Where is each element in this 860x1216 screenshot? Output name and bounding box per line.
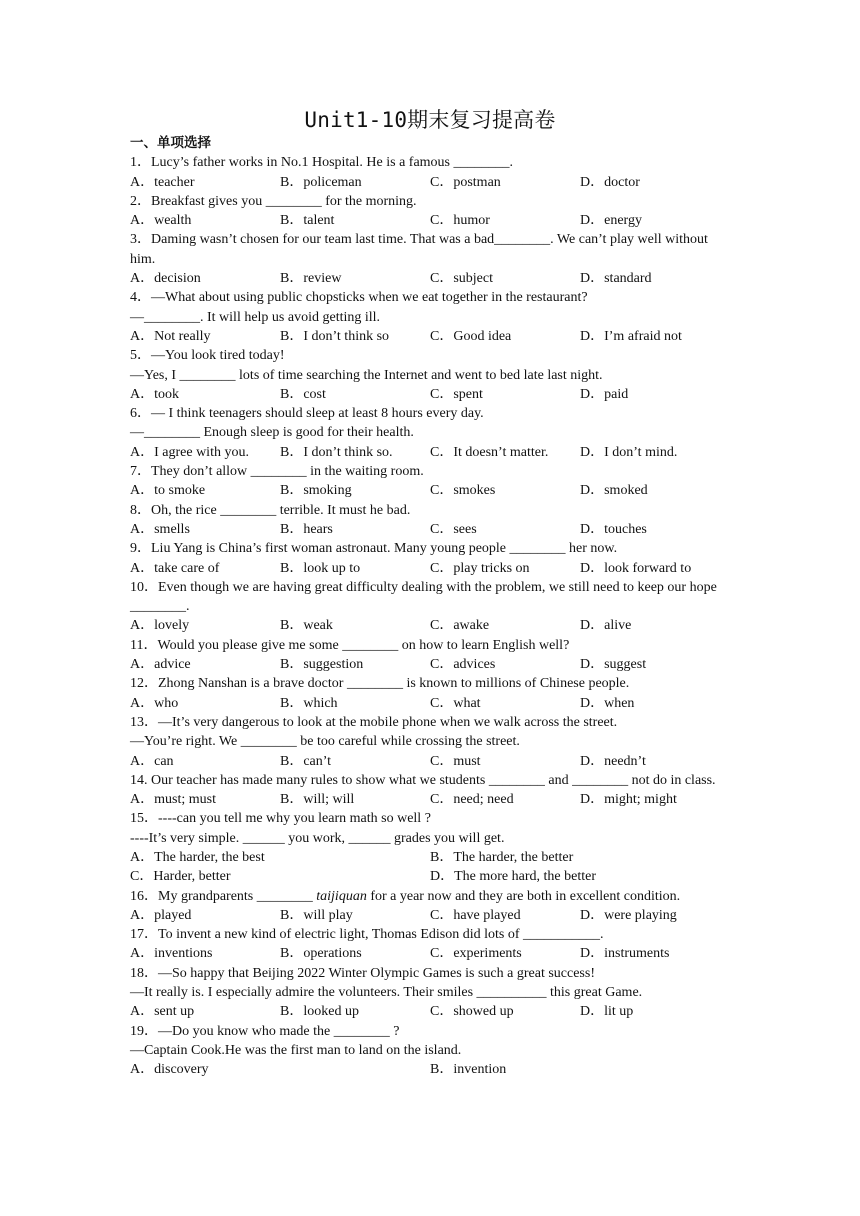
option-a: A．advice	[130, 657, 191, 673]
question-stem-line-2: ----It’s very simple. ______ you work, ______ grades you will get.	[130, 830, 505, 846]
option-c: C．must	[430, 753, 481, 769]
question-stem: 9．Liu Yang is China’s first woman astronaut. Many young people ________ her now.	[130, 541, 618, 557]
question	[130, 288, 734, 346]
question	[130, 674, 734, 713]
option-b: B．I don’t think so	[280, 328, 390, 344]
option-b: B．weak	[280, 618, 333, 634]
option-c: C．awake	[430, 618, 490, 634]
question-stem: 3．Daming wasn’t chosen for our team last time. That was a bad________. We can’t play well without him.	[130, 232, 708, 267]
option-d: D．suggest	[580, 657, 647, 673]
option-a: A．I agree with you.	[130, 444, 249, 460]
option-a: A．discovery	[130, 1062, 209, 1078]
question	[130, 539, 734, 578]
option-a: A．Not really	[130, 328, 211, 344]
options-row	[130, 173, 734, 192]
question-stem: 8．Oh, the rice ________ terrible. It must he bad.	[130, 502, 411, 518]
options-row	[130, 790, 734, 809]
question-stem-line-2: —Captain Cook.He was the first man to land on the island.	[130, 1042, 462, 1058]
question	[130, 346, 734, 404]
options-row	[130, 616, 734, 635]
option-d: D．I don’t mind.	[580, 444, 678, 460]
option-c: C．experiments	[430, 946, 522, 962]
question-stem: 19．—Do you know who made the ________ ?	[130, 1023, 400, 1039]
page-title: Unit1-10期末复习提高卷	[304, 108, 556, 132]
question	[130, 501, 734, 540]
question-stem: 2．Breakfast gives you ________ for the morning.	[130, 193, 417, 209]
option-d: D．were playing	[580, 907, 677, 923]
option-a: A．lovely	[130, 618, 190, 634]
option-b: B．I don’t think so.	[280, 444, 393, 460]
option-a: A．teacher	[130, 174, 195, 190]
question	[130, 636, 734, 675]
option-d: D．energy	[580, 213, 642, 229]
option-d: D．might; might	[580, 792, 677, 808]
option-a: A．played	[130, 907, 192, 923]
question	[130, 192, 734, 231]
option-a: A．to smoke	[130, 483, 206, 499]
question-stem-line-2: —It really is. I especially admire the volunteers. Their smiles __________ this great Game.	[130, 985, 643, 1001]
question-stem: 4．—What about using public chopsticks when we eat together in the restaurant?	[130, 290, 588, 306]
option-a: A．sent up	[130, 1004, 195, 1020]
option-a: A．The harder, the best	[130, 849, 265, 865]
option-c: C．Good idea	[430, 328, 512, 344]
option-b: B．policeman	[280, 174, 362, 190]
option-d: D．The more hard, the better	[430, 869, 596, 885]
question-stem: 17．To invent a new kind of electric light, Thomas Edison did lots of ___________.	[130, 927, 604, 943]
options-row	[130, 481, 734, 500]
question-stem: 11．Would you please give me some ________ on how to learn English well?	[130, 637, 570, 653]
question-stem: 14. Our teacher has made many rules to show what we students ________ and ________ not do in class.	[130, 772, 716, 788]
option-b: B．which	[280, 695, 338, 711]
option-c: C．subject	[430, 271, 493, 287]
option-d: D．instruments	[580, 946, 670, 962]
options-row	[130, 867, 734, 886]
options-row	[130, 385, 734, 404]
option-a: A．wealth	[130, 213, 192, 229]
question	[130, 578, 734, 636]
question	[130, 964, 734, 1022]
question-stem: 1．Lucy’s father works in No.1 Hospital. He is a famous ________.	[130, 155, 513, 171]
option-a: A．inventions	[130, 946, 213, 962]
question-stem: 7．They don’t allow ________ in the waiting room.	[130, 464, 424, 480]
option-d: D．paid	[580, 386, 629, 402]
option-b: B．cost	[280, 386, 326, 402]
option-b: B．looked up	[280, 1004, 359, 1020]
options-row	[130, 520, 734, 539]
options-row	[130, 559, 734, 578]
question	[130, 153, 734, 192]
option-b: B．review	[280, 271, 342, 287]
question-stem: 12．Zhong Nanshan is a brave doctor ________ is known to millions of Chinese people.	[130, 676, 630, 692]
option-b: B．hears	[280, 521, 333, 537]
option-b: B．invention	[430, 1062, 507, 1078]
option-a: A．must; must	[130, 792, 216, 808]
options-row	[130, 1060, 734, 1079]
option-c: C．postman	[430, 174, 501, 190]
question	[130, 462, 734, 501]
option-b: B．talent	[280, 213, 335, 229]
option-d: D．when	[580, 695, 635, 711]
question-list	[130, 134, 734, 1080]
option-d: D．look forward to	[580, 560, 692, 576]
option-a: A．smells	[130, 521, 190, 537]
question-stem: 16．My grandparents ________ taijiquan for a year now and they are both in excellent condition.	[130, 888, 681, 904]
question-stem-line-2: —You’re right. We ________ be too careful while crossing the street.	[130, 734, 520, 750]
option-c: C．Harder, better	[130, 869, 231, 885]
options-row	[130, 211, 734, 230]
question-stem-line-2: —________ Enough sleep is good for their health.	[130, 425, 414, 441]
option-b: B．smoking	[280, 483, 352, 499]
option-c: C．advices	[430, 657, 496, 673]
option-d: D．touches	[580, 521, 647, 537]
question	[130, 809, 734, 886]
option-b: B．operations	[280, 946, 362, 962]
options-row	[130, 655, 734, 674]
option-a: A．who	[130, 695, 179, 711]
option-b: B．will play	[280, 907, 353, 923]
question	[130, 925, 734, 964]
option-b: B．look up to	[280, 560, 361, 576]
option-d: D．alive	[580, 618, 632, 634]
option-a: A．decision	[130, 271, 201, 287]
option-d: D．needn’t	[580, 753, 646, 769]
options-row	[130, 269, 734, 288]
option-b: B．suggestion	[280, 657, 364, 673]
question	[130, 887, 734, 926]
option-c: C．what	[430, 695, 481, 711]
option-c: C．sees	[430, 521, 477, 537]
question-stem: 13．—It’s very dangerous to look at the mobile phone when we walk across the street.	[130, 714, 618, 730]
section-heading: 一、单项选择	[130, 135, 211, 151]
question-stem: 18．—So happy that Beijing 2022 Winter Olympic Games is such a great success!	[130, 965, 595, 981]
question	[130, 771, 734, 810]
question-stem: 5．—You look tired today!	[130, 348, 285, 364]
option-c: C．showed up	[430, 1004, 514, 1020]
question-stem: 10．Even though we are having great difficulty dealing with the problem, we still need to keep our hope ________.	[130, 579, 717, 615]
options-row	[130, 944, 734, 963]
option-d: D．smoked	[580, 483, 648, 499]
option-d: D．I’m afraid not	[580, 328, 682, 344]
options-row	[130, 848, 734, 867]
question-stem-line-2: —Yes, I ________ lots of time searching the Internet and went to bed late last night.	[130, 367, 603, 383]
options-row	[130, 1002, 734, 1021]
options-row	[130, 327, 734, 346]
option-c: C．have played	[430, 907, 521, 923]
option-a: A．took	[130, 386, 179, 402]
question	[130, 1022, 734, 1080]
options-row	[130, 906, 734, 925]
question-stem: 15．----can you tell me why you learn math so well ?	[130, 811, 431, 827]
option-c: C．spent	[430, 386, 483, 402]
question	[130, 713, 734, 771]
question	[130, 404, 734, 462]
option-b: B．will; will	[280, 792, 355, 808]
option-a: A．can	[130, 753, 174, 769]
option-c: C．It doesn’t matter.	[430, 444, 549, 460]
option-b: B．The harder, the better	[430, 849, 574, 865]
options-row	[130, 443, 734, 462]
italic-term: taijiquan	[316, 888, 367, 904]
option-a: A．take care of	[130, 560, 220, 576]
options-row	[130, 752, 734, 771]
options-row	[130, 694, 734, 713]
option-c: C．humor	[430, 213, 490, 229]
question	[130, 230, 734, 288]
option-d: D．doctor	[580, 174, 640, 190]
question-stem-line-2: —________. It will help us avoid getting ill.	[130, 309, 381, 325]
option-d: D．lit up	[580, 1004, 634, 1020]
option-c: C．smokes	[430, 483, 496, 499]
option-d: D．standard	[580, 271, 652, 287]
option-c: C．play tricks on	[430, 560, 530, 576]
option-c: C．need; need	[430, 792, 514, 808]
option-b: B．can’t	[280, 753, 332, 769]
question-stem: 6．— I think teenagers should sleep at least 8 hours every day.	[130, 406, 484, 422]
